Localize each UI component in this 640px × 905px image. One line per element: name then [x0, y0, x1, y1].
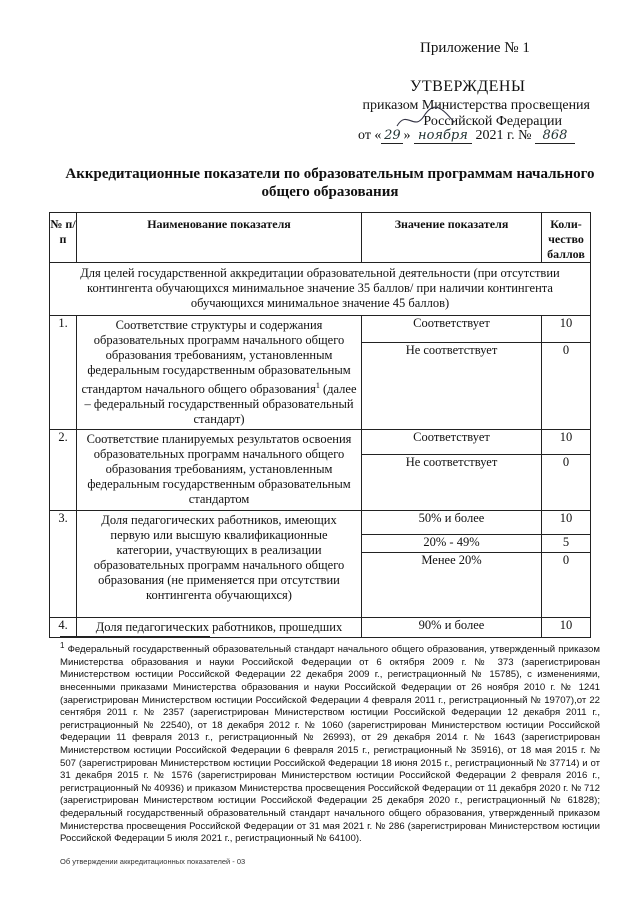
group-caption-row — [50, 263, 591, 316]
table-row — [50, 511, 591, 535]
date-month: ноября — [414, 128, 472, 144]
indicator-score: 0 — [542, 552, 591, 617]
table-row — [50, 316, 591, 343]
col-header-value: Значение показателя — [362, 213, 542, 263]
indicator-score: 10 — [542, 430, 591, 455]
date-day: 29 — [381, 128, 403, 144]
indicator-value: Соответствует — [362, 430, 542, 455]
indicator-value: Соответствует — [362, 316, 542, 343]
col-header-score: Коли-чество баллов — [542, 213, 591, 263]
indicator-name: Соответствие планируемых результатов освоения образовательных программ начального общего образования требованиям, установленным федеральным государственным образовательным стандартом — [77, 430, 362, 511]
indicator-score: 10 — [542, 618, 591, 638]
row-number: 4. — [50, 618, 77, 638]
date-prefix: от « — [358, 128, 382, 143]
indicator-value: 20% - 49% — [362, 535, 542, 553]
indicators-table — [49, 212, 591, 638]
date-year: 2021 г. № — [475, 128, 532, 143]
indicator-score: 10 — [542, 316, 591, 343]
group-caption: Для целей государственной аккредитации образовательной деятельности (при отсутствии контингента обучающихся минимальное значение 35 баллов/ при наличии контингента обучающихся минимальное значение 45 баллов) — [50, 263, 591, 316]
order-number: 868 — [535, 128, 575, 144]
indicator-score: 0 — [542, 342, 591, 429]
indicator-name: Доля педагогических работников, прошедших — [77, 618, 362, 638]
indicator-name: Соответствие структуры и содержания образовательных программ начального общего образования требованиям, установленным федеральным государственным образовательным стандартом начального общего образования$^1$ (далее – федеральный государственный образовательный стандарт) — [77, 316, 362, 430]
table-row — [50, 618, 591, 638]
row-number: 2. — [50, 430, 77, 511]
date-mid: » — [403, 128, 411, 143]
row-number: 1. — [50, 316, 77, 430]
col-header-name: Наименование показателя — [77, 213, 362, 263]
order-line-1: приказом Министерства просвещения — [362, 98, 590, 113]
indicator-value: Не соответствует — [362, 455, 542, 511]
indicator-value: Менее 20% — [362, 552, 542, 617]
indicator-name: Доля педагогических работников, имеющих первую или высшую квалификационные категории, участвующих в реализации образовательных программ начального общего образования (не применяется при отсутствии контингента обучающихся) — [77, 511, 362, 618]
footnote-text: Федеральный государственный образовательный стандарт начального общего образования, утвержденный приказом Министерства образования и науки Российской Федерации от 6 октября 2009 г. № 373 (зарегистрирован Министерством юстиции Российской Федерации 22 декабря 2009 г., регистрационный № 15785), с изменениями, внесенными приказами Министерства образования и науки Российской Федерации от 26 ноября 2010 г. № 1241 (зарегистрирован Министерством юстиции Российской Федерации 4 февраля 2011 г., регистрационный № 19707),от 22 сентября 2011 г. № 2357 (зарегистрирован Министерством юстиции Российской Федерации 12 декабря 2011 г., регистрационный № 22540), от 18 декабря 2012 г. № 1060 (зарегистрирован Министерством юстиции Российской Федерации 11 февраля 2013 г., регистрационный № 26993), от 29 декабря 2014 г. № 1643 (зарегистрирован Министерством юстиции Российской Федерации 6 февраля 2015 г., регистрационный № 35916), от 18 мая 2015 г. № 507 (зарегистрирован Министерством юстиции Российской Федерации 18 июня 2015 г., регистрационный № 37714) и от 31 декабря 2015 г. № 1576 (зарегистрирован Министерством юстиции Российской Федерации 2 февраля 2016 г., регистрационный № 40936) и приказом Министерства просвещения Российской Федерации от 11 декабря 2020 г. № 712 (зарегистрирован Министерством юстиции Российской Федерации 25 декабря 2020 г., регистрационный № 61828); федеральный государственный образовательный стандарт начального общего образования, утвержденный приказом Министерства просвещения Российской Федерации от 31 мая 2021 г. № 286 (зарегистрирован Министерством юстиции Российской Федерации 5 июля 2021 г., регистрационный № 64100). — [60, 644, 600, 845]
table-header-row — [50, 213, 591, 263]
indicator-value: 50% и более — [362, 511, 542, 535]
indicator-value: Не соответствует — [362, 342, 542, 429]
document-title: Аккредитационные показатели по образовательным программам начального общего образования — [65, 166, 595, 200]
footnote-marker: 1 — [315, 381, 320, 390]
appendix-label: Приложение № 1 — [420, 40, 530, 56]
page-footer: Об утверждении аккредитационных показателей - 03 — [60, 857, 246, 866]
indicator-score: 0 — [542, 455, 591, 511]
order-line-2: Российской Федерации — [423, 114, 562, 129]
indicator-score: 10 — [542, 511, 591, 535]
order-date-line — [358, 128, 575, 144]
indicator-score: 5 — [542, 535, 591, 553]
footnote-number: 1 — [60, 641, 65, 650]
row-number: 3. — [50, 511, 77, 618]
table-row — [50, 430, 591, 455]
indicator-value: 90% и более — [362, 618, 542, 638]
approved-heading: УТВЕРЖДЕНЫ — [410, 78, 526, 95]
col-header-number: № п/п — [50, 213, 77, 263]
footnote-separator — [60, 636, 210, 637]
footnote — [60, 640, 600, 846]
